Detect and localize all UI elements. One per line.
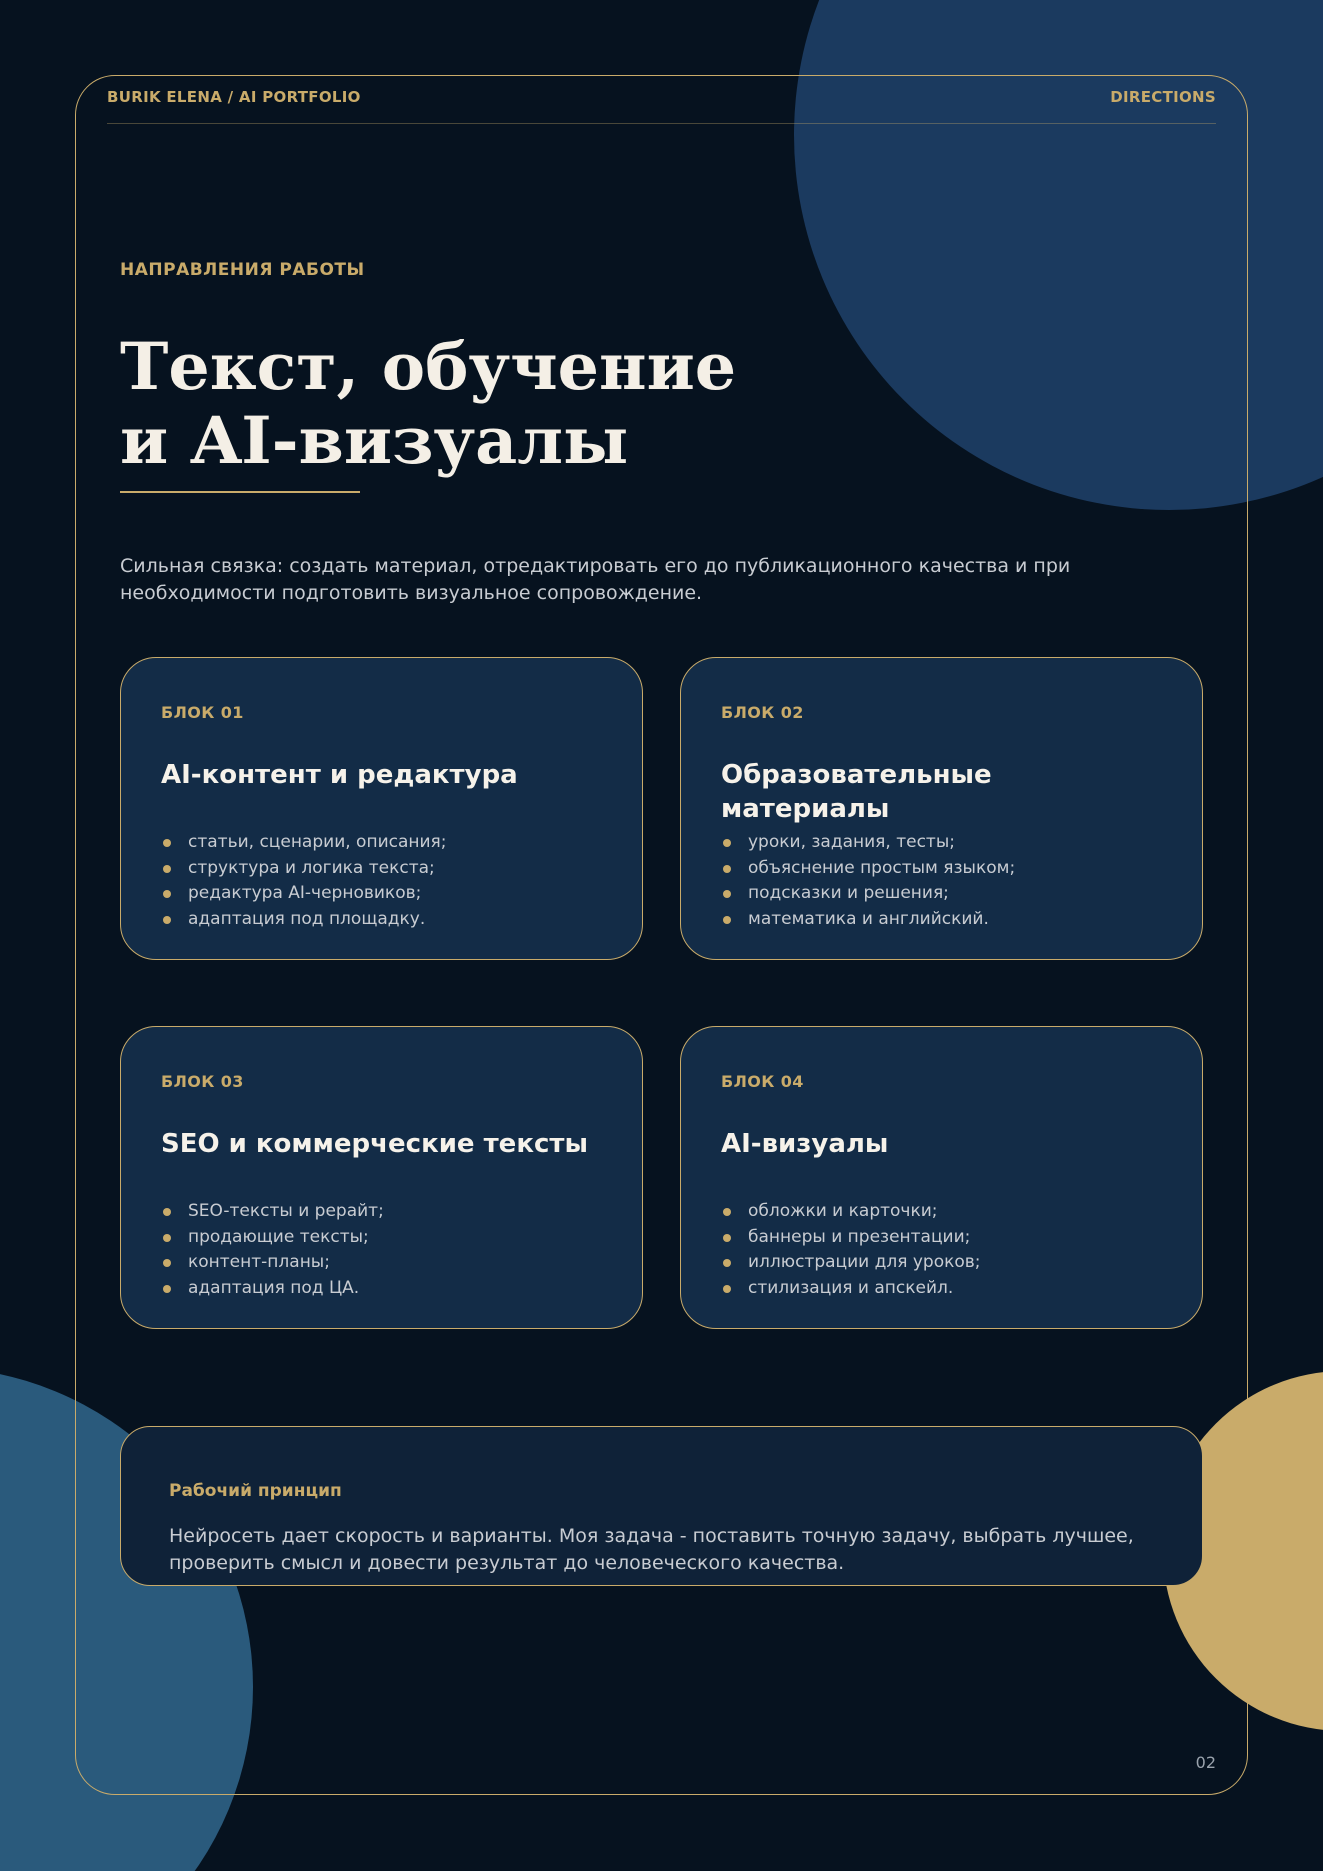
top-bar (107, 88, 1216, 124)
title-line-1: Текст, обучение (120, 329, 737, 405)
card-list (721, 830, 1015, 932)
principle-box (120, 1426, 1203, 1586)
card-title: AI-визуалы (721, 1129, 889, 1159)
list-item: адаптация под площадку. (161, 907, 447, 933)
portfolio-label: BURIK ELENA / AI PORTFOLIO (107, 88, 361, 106)
card-list (161, 830, 447, 932)
list-item: объяснение простым языком; (721, 856, 1015, 882)
list-item: обложки и карточки; (721, 1199, 981, 1225)
principle-label: Рабочий принцип (169, 1481, 342, 1501)
card-tag: БЛОК 03 (161, 1072, 244, 1091)
card-tag: БЛОК 01 (161, 703, 244, 722)
list-item: подсказки и решения; (721, 881, 1015, 907)
list-item: редактура AI-черновиков; (161, 881, 447, 907)
list-item: продающие тексты; (161, 1225, 384, 1251)
lead-paragraph: Сильная связка: создать материал, отредактировать его до публикационного качества и при необходимости подготовить визуальное сопровождение. (120, 555, 1071, 604)
title-line-2: и AI-визуалы (120, 403, 629, 479)
list-item: адаптация под ЦА. (161, 1276, 384, 1302)
list-item: структура и логика текста; (161, 856, 447, 882)
card-tag: БЛОК 04 (721, 1072, 804, 1091)
list-item: SEO-тексты и рерайт; (161, 1199, 384, 1225)
card-list (161, 1199, 384, 1301)
card-block-01 (120, 657, 643, 960)
principle-text: Нейросеть дает скорость и варианты. Моя задача - поставить точную задачу, выбрать лучшее, проверить смысл и довести результат до человеческого качества. (169, 1525, 1134, 1574)
page-title (120, 330, 920, 478)
card-title: AI-контент и редактура (161, 760, 518, 790)
list-item: статьи, сценарии, описания; (161, 830, 447, 856)
card-block-03 (120, 1026, 643, 1329)
card-tag: БЛОК 02 (721, 703, 804, 722)
card-list (721, 1199, 981, 1301)
list-item: иллюстрации для уроков; (721, 1250, 981, 1276)
section-label: DIRECTIONS (1110, 88, 1216, 106)
section-eyebrow: НАПРАВЛЕНИЯ РАБОТЫ (120, 260, 365, 280)
list-item: контент-планы; (161, 1250, 384, 1276)
card-block-04 (680, 1026, 1203, 1329)
page-number: 02 (1195, 1753, 1216, 1772)
card-block-02 (680, 657, 1203, 960)
list-item: стилизация и апскейл. (721, 1276, 981, 1302)
card-title: Образовательные материалы (721, 760, 992, 824)
list-item: математика и английский. (721, 907, 1015, 933)
card-title: SEO и коммерческие тексты (161, 1129, 588, 1159)
list-item: уроки, задания, тесты; (721, 830, 1015, 856)
title-underline (120, 491, 360, 493)
list-item: баннеры и презентации; (721, 1225, 981, 1251)
